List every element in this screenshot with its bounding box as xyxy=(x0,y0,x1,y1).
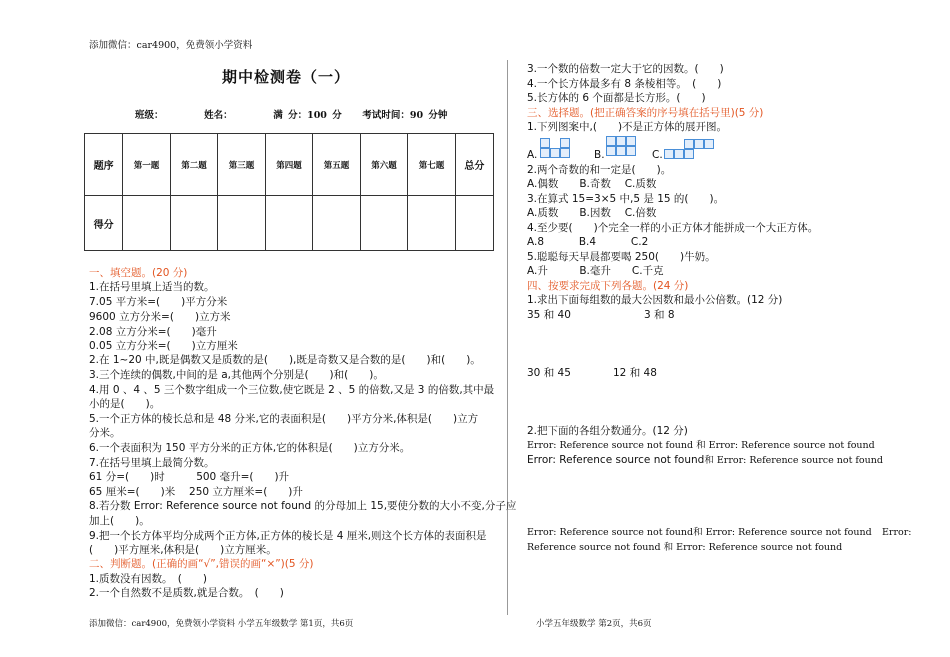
number-pair: 30 和 45 xyxy=(527,367,571,379)
score-cell[interactable] xyxy=(123,196,170,251)
question-line: 2.08 立方分米=( )毫升 xyxy=(89,326,217,338)
fraction-line: Error: Reference source not found 和 Error: Reference source not found xyxy=(527,440,875,451)
option-c-label: C. xyxy=(652,149,663,161)
question-line: 61 分=( )时 500 毫升=( )升 xyxy=(89,471,290,483)
question-line: 7.在括号里填上最简分数。 xyxy=(89,457,215,469)
option-b-label: B. xyxy=(594,149,605,161)
fraction-error-a: Error: Reference source not found xyxy=(527,454,705,466)
cube-net-a-figure xyxy=(540,138,580,160)
options-line: A.8 B.4 C.2 xyxy=(527,236,649,248)
question-line: 4.至少要( )个完全一样的小正方体才能拼成一个大正方体。 xyxy=(527,222,819,234)
number-pair: 12 和 48 xyxy=(613,367,657,379)
score-header-cell: 第二题 xyxy=(170,134,217,196)
fraction-line: Reference source not found 和 Error: Reference source not found xyxy=(527,542,843,553)
cube-net-c-figure xyxy=(664,139,710,161)
question-line: 5.聪聪每天早晨都要喝 250( )牛奶。 xyxy=(527,251,716,263)
question-line: 2.两个奇数的和一定是( )。 xyxy=(527,164,672,176)
page-footer: 添加微信：car4900，免费领小学资料 小学五年级数学 第1页，共6页 xyxy=(89,619,354,629)
question-line: 4.用 0 、4 、5 三个数字组成一个三位数,使它既是 2 、5 的倍数,又是 3 的倍数,其中最 xyxy=(89,384,495,396)
name-label: 姓名： xyxy=(204,110,233,121)
question-line: 分米。 xyxy=(89,427,121,439)
score-cell[interactable] xyxy=(360,196,407,251)
fraction-line: Error: Reference source not found和 Error: Reference source not found xyxy=(527,527,872,538)
section-heading: 四、按要求完成下列各题。(24 分) xyxy=(527,280,689,292)
section-heading: 二、判断题。(正确的画“√”,错误的画“×”)(5 分) xyxy=(89,558,314,570)
options-line: A.质数 B.因数 C.倍数 xyxy=(527,207,657,219)
question-line: 1.下列图案中,( )不是正方体的展开图。 xyxy=(527,121,728,133)
question-line: 4.一个长方体最多有 8 条棱相等。 ( ) xyxy=(527,78,722,90)
class-label: 班级： xyxy=(135,110,164,121)
fraction-line: Error: xyxy=(882,527,912,538)
full-score: 满 分：100 分 xyxy=(273,110,342,121)
number-pair: 3 和 8 xyxy=(644,309,675,321)
question-line: 加上( )。 xyxy=(89,515,150,527)
question-line: 2.把下面的各组分数通分。(12 分) xyxy=(527,425,688,437)
question-line: 1.质数没有因数。 ( ) xyxy=(89,573,207,585)
score-cell[interactable] xyxy=(170,196,217,251)
score-table xyxy=(84,133,494,251)
section-heading: 一、填空题。(20 分) xyxy=(89,267,188,279)
question-line: 65 厘米=( )米 250 立方厘米=( )升 xyxy=(89,486,303,498)
question-line: 9.把一个长方体平均分成两个正方体,正方体的棱长是 4 厘米,则这个长方体的表面积是 xyxy=(89,530,487,542)
score-cell[interactable] xyxy=(313,196,360,251)
question-line: 3.三个连续的偶数,中间的是 a,其他两个分别是( )和( )。 xyxy=(89,369,384,381)
question-line: 8.若分数 Error: Reference source not found 的分母加上 15,要使分数的大小不变,分子应 xyxy=(89,500,517,512)
column-divider xyxy=(507,60,508,615)
score-header-cell: 题序 xyxy=(85,134,123,196)
page-title: 期中检测卷（一） xyxy=(222,68,351,86)
info-line xyxy=(135,107,447,121)
score-cell[interactable] xyxy=(218,196,265,251)
score-cell[interactable] xyxy=(455,196,493,251)
question-line: 3.一个数的倍数一定大于它的因数。( ) xyxy=(527,63,724,75)
question-line: 2.在 1~20 中,既是偶数又是质数的是( ),既是奇数又是合数的是( )和( )。 xyxy=(89,354,481,366)
score-header-cell: 第六题 xyxy=(360,134,407,196)
score-header-cell: 总分 xyxy=(455,134,493,196)
options-line: A.升 B.毫升 C.千克 xyxy=(527,265,664,277)
question-line: 6.一个表面积为 150 平方分米的正方体,它的体积是( )立方分米。 xyxy=(89,442,411,454)
exam-time: 考试时间：90 分钟 xyxy=(362,110,448,121)
question-line: ( )平方厘米,体积是( )立方厘米。 xyxy=(89,544,277,556)
header-note: 添加微信：car4900，免费领小学资料 xyxy=(89,40,253,51)
question-line: 0.05 立方分米=( )立方厘米 xyxy=(89,340,238,352)
score-header-cell: 第四题 xyxy=(265,134,312,196)
score-row-label: 得分 xyxy=(85,196,123,251)
question-line: 1.求出下面每组数的最大公因数和最小公倍数。(12 分) xyxy=(527,294,783,306)
options-line: A.偶数 B.奇数 C.质数 xyxy=(527,178,657,190)
fraction-line xyxy=(527,453,883,468)
cube-net-b-figure xyxy=(606,136,636,160)
option-a-label: A. xyxy=(527,149,538,161)
question-line: 5.一个正方体的棱长总和是 48 分米,它的表面积是( )平方分米,体积是( )立方 xyxy=(89,413,479,425)
question-line: 9600 立方分米=( )立方米 xyxy=(89,311,231,323)
score-header-cell: 第七题 xyxy=(408,134,455,196)
score-cell[interactable] xyxy=(408,196,455,251)
score-header-cell: 第一题 xyxy=(123,134,170,196)
score-header-cell: 第五题 xyxy=(313,134,360,196)
fraction-error-b: 和 Error: Reference source not found xyxy=(704,455,883,466)
question-line: 7.05 平方米=( )平方分米 xyxy=(89,296,228,308)
question-line: 1.在括号里填上适当的数。 xyxy=(89,281,215,293)
question-line: 小的是( )。 xyxy=(89,398,161,410)
question-line: 5.长方体的 6 个面都是长方形。( ) xyxy=(527,92,706,104)
section-heading: 三、选择题。(把正确答案的序号填在括号里)(5 分) xyxy=(527,107,764,119)
question-line: 2.一个自然数不是质数,就是合数。 ( ) xyxy=(89,587,284,599)
score-cell[interactable] xyxy=(265,196,312,251)
page-footer: 小学五年级数学 第2页，共6页 xyxy=(536,619,652,629)
number-pair: 35 和 40 xyxy=(527,309,571,321)
question-line: 3.在算式 15=3×5 中,5 是 15 的( )。 xyxy=(527,193,725,205)
score-header-cell: 第三题 xyxy=(218,134,265,196)
